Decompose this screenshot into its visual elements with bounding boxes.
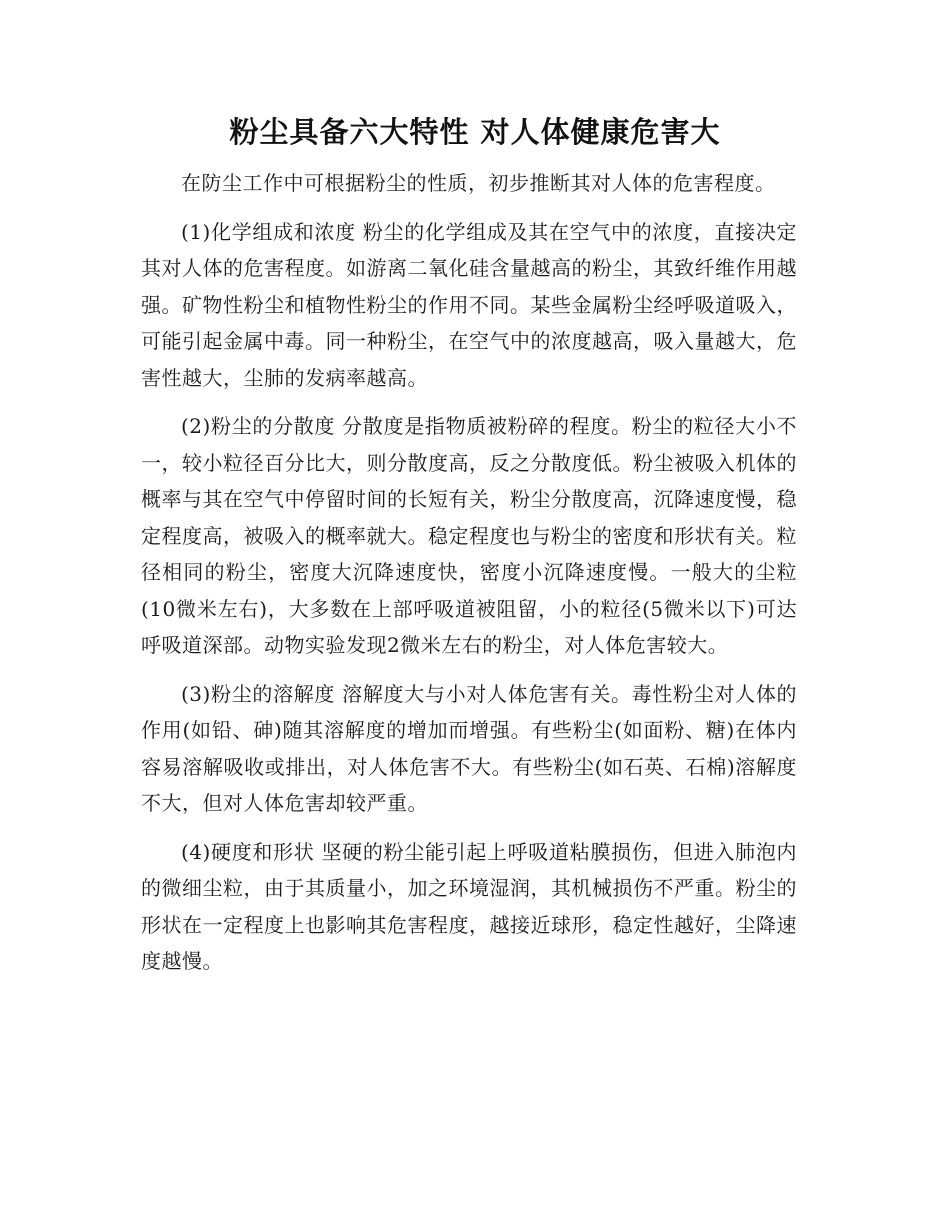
paragraph-solubility: (3)粉尘的溶解度 溶解度大与小对人体危害有关。毒性粉尘对人体的作用(如铅、砷)随其溶解度的增加而增强。有些粉尘(如面粉、糖)在体内容易溶解吸收或排出，对人体危害不大。有些粉尘(如石英、石棉)溶解度不大，但对人体危害却较严重。 — [141, 681, 797, 815]
paragraph-dispersion: (2)粉尘的分散度 分散度是指物质被粉碎的程度。粉尘的粒径大小不一，较小粒径百分比大，则分散度高，反之分散度低。粉尘被吸入机体的概率与其在空气中停留时间的长短有关，粉尘分散度高，沉降速度慢，稳定程度高，被吸入的概率就大。稳定程度也与粉尘的密度和形状有关。粒径相同的粉尘，密度大沉降速度快，密度小沉降速度慢。一般大的尘粒(10微米左右)，大多数在上部呼吸道被阻留，小的粒径(5微米以下)可达呼吸道深部。动物实验发现2微米左右的粉尘，对人体危害较大。 — [141, 414, 797, 657]
article-body — [141, 165, 797, 992]
paragraph-hardness-shape: (4)硬度和形状 坚硬的粉尘能引起上呼吸道粘膜损伤，但进入肺泡内的微细尘粒，由于其质量小，加之环境湿润，其机械损伤不严重。粉尘的形状在一定程度上也影响其危害程度，越接近球形，稳定性越好，尘降速度越慢。 — [141, 839, 797, 973]
paragraph-chemical-composition: (1)化学组成和浓度 粉尘的化学组成及其在空气中的浓度，直接决定其对人体的危害程度。如游离二氧化硅含量越高的粉尘，其致纤维作用越强。矿物性粉尘和植物性粉尘的作用不同。某些金属粉尘经呼吸道吸入，可能引起金属中毒。同一种粉尘，在空气中的浓度越高，吸入量越大，危害性越大，尘肺的发病率越高。 — [141, 219, 797, 390]
paragraph-intro: 在防尘工作中可根据粉尘的性质，初步推断其对人体的危害程度。 — [181, 171, 776, 195]
page-title: 粉尘具备六大特性 对人体健康危害大 — [229, 115, 721, 149]
